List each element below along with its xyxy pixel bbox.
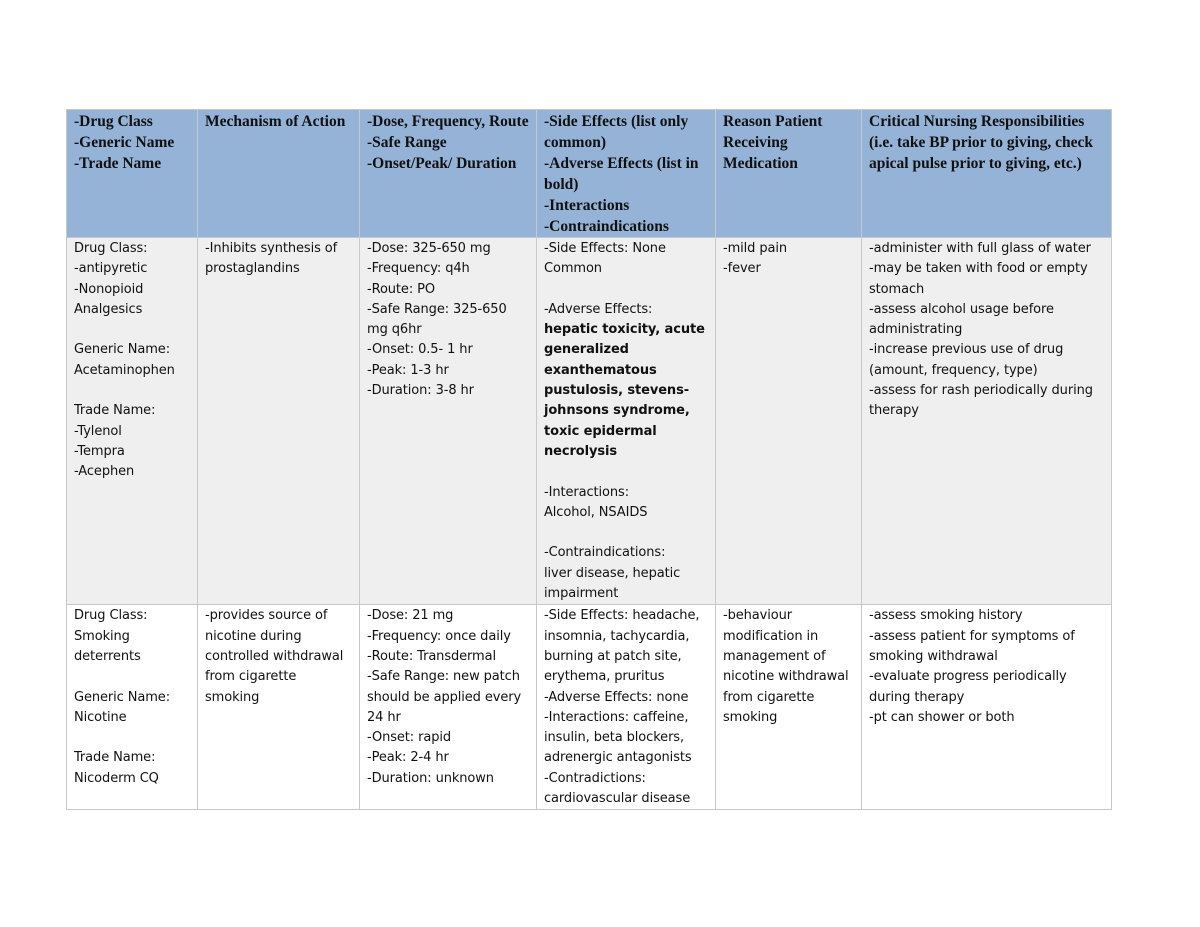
contraindications-text: liver disease, hepatic impairment [544, 565, 685, 602]
nursing-item: -assess patient for symptoms of smoking withdrawal [869, 628, 1079, 664]
interactions-text: -Interactions: caffeine, insulin, beta blockers, adrenergic antagonists [544, 709, 693, 766]
nursing-item: -assess alcohol usage before administrating [869, 301, 1058, 338]
nursing-item: -assess smoking history [869, 608, 1023, 624]
trade-name: -Tempra [74, 443, 125, 459]
dose-cell [360, 605, 537, 810]
duration-text: -Duration: unknown [367, 770, 494, 786]
safe-range-text: -Safe Range: new patch should be applied every 24 hr [367, 669, 526, 725]
dose-cell [360, 238, 537, 605]
generic-name-label: Generic Name: [74, 342, 170, 358]
drug-card-table [66, 109, 1112, 810]
drug-class-label: Drug Class: [74, 608, 148, 624]
header-dose: -Dose, Frequency, Route -Safe Range -Onset/Peak/ Duration [360, 110, 537, 238]
adverse-effects-label: -Adverse Effects: [544, 301, 653, 317]
contraindications-label: -Contraindications: [544, 545, 666, 561]
dose-text: -Dose: 21 mg [367, 608, 454, 624]
nursing-item: -administer with full glass of water [869, 241, 1091, 256]
effects-cell [537, 238, 716, 605]
adverse-effects-text: -Adverse Effects: none [544, 689, 689, 705]
table-row-nicotine [67, 605, 1112, 810]
onset-text: -Onset: rapid [367, 730, 452, 746]
contraindications-text: cardiovascular disease [544, 791, 691, 807]
trade-name: Nicoderm CQ [74, 770, 159, 786]
nursing-item: -may be taken with food or empty stomach [869, 261, 1092, 297]
generic-name: Nicotine [74, 709, 127, 725]
trade-name-label: Trade Name: [74, 403, 156, 419]
header-drug-class: -Drug Class -Generic Name -Trade Name [67, 110, 198, 238]
header-row [67, 110, 1112, 238]
mechanism-text: -Inhibits synthesis of prostaglandins [205, 241, 342, 277]
side-effects-text: -Side Effects: None Common [544, 241, 670, 277]
mechanism-cell [198, 605, 360, 810]
header-nursing: Critical Nursing Responsibilities (i.e. take BP prior to giving, check apical pulse prior to giving, etc.) [862, 110, 1112, 238]
mechanism-cell [198, 238, 360, 605]
frequency-text: -Frequency: once daily [367, 628, 511, 644]
interactions-text: Alcohol, NSAIDS [544, 504, 648, 520]
header-effects: -Side Effects (list only common) -Adverse Effects (list in bold) -Interactions -Contraindications [537, 110, 716, 238]
frequency-text: -Frequency: q4h [367, 261, 470, 277]
route-text: -Route: PO [367, 281, 436, 297]
nursing-item: -increase previous use of drug (amount, frequency, type) [869, 342, 1068, 378]
drug-names-cell [67, 238, 198, 605]
nursing-item: -evaluate progress periodically during therapy [869, 669, 1071, 705]
nursing-cell [862, 605, 1112, 810]
generic-name: Acetaminophen [74, 362, 175, 378]
drug-class-label: Drug Class: [74, 241, 148, 256]
drug-class-item: Smoking deterrents [74, 628, 141, 664]
reason-text: -mild pain [723, 241, 788, 256]
drug-class-item: -Nonopioid Analgesics [74, 281, 148, 317]
onset-text: -Onset: 0.5- 1 hr [367, 342, 473, 358]
nursing-item: -assess for rash periodically during therapy [869, 383, 1097, 419]
side-effects-text: -Side Effects: headache, insomnia, tachycardia, burning at patch site, erythema, pruritus [544, 608, 704, 685]
trade-name: -Tylenol [74, 423, 122, 439]
adverse-effects-text: hepatic toxicity, acute generalized exanthematous pustulosis, stevens-johnsons syndrome, toxic epidermal necrolysis [544, 322, 710, 459]
header-mechanism: Mechanism of Action [198, 110, 360, 238]
effects-cell [537, 605, 716, 810]
trade-name-label: Trade Name: [74, 750, 156, 766]
safe-range-text: -Safe Range: 325-650 mg q6hr [367, 301, 511, 338]
reason-cell [716, 605, 862, 810]
peak-text: -Peak: 2-4 hr [367, 750, 449, 766]
drug-class-item: -antipyretic [74, 261, 148, 277]
interactions-label: -Interactions: [544, 484, 629, 500]
trade-name: -Acephen [74, 464, 135, 480]
nursing-item: -pt can shower or both [869, 709, 1015, 725]
drug-names-cell [67, 605, 198, 810]
reason-cell [716, 238, 862, 605]
nursing-cell [862, 238, 1112, 605]
reason-text: -behaviour modification in management of nicotine withdrawal from cigarette smoking [723, 608, 853, 725]
route-text: -Route: Transdermal [367, 648, 497, 664]
duration-text: -Duration: 3-8 hr [367, 383, 474, 399]
generic-name-label: Generic Name: [74, 689, 170, 705]
reason-text: -fever [723, 261, 761, 277]
dose-text: -Dose: 325-650 mg [367, 241, 491, 256]
mechanism-text: -provides source of nicotine during controlled withdrawal from cigarette smoking [205, 608, 348, 705]
peak-text: -Peak: 1-3 hr [367, 362, 449, 378]
header-reason: Reason Patient Receiving Medication [716, 110, 862, 238]
contraindications-label: -Contradictions: [544, 770, 646, 786]
table-row-acetaminophen [67, 238, 1112, 605]
